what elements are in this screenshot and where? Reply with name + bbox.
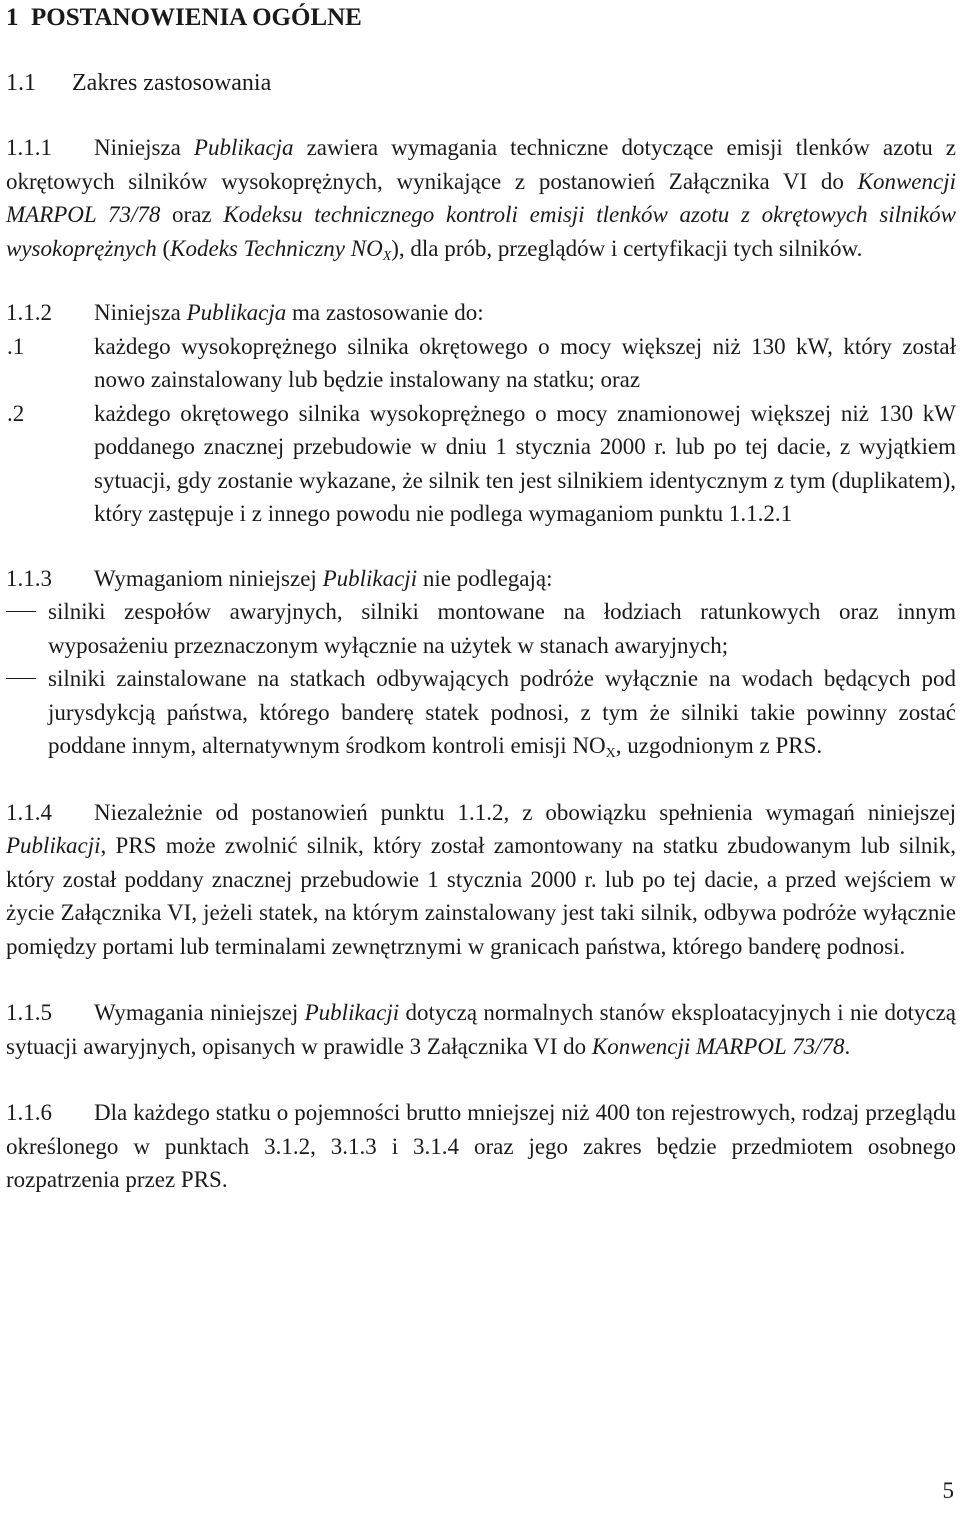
italic-text-run: Publikacji	[322, 565, 418, 591]
italic-text-run: Publikacji	[6, 833, 101, 858]
chapter-heading	[6, 0, 956, 35]
chapter-number: 1	[6, 4, 19, 31]
paragraph-number: 1.1.6	[6, 1100, 52, 1125]
text-run: (	[156, 235, 171, 261]
italic-text-run: Kodeksu technicznego kontroli emisji tlenków azotu z okrętowych silników wysokoprężnych	[6, 202, 956, 261]
italic-text-run: Publikacji	[304, 1000, 400, 1025]
paragraph-1-1-4	[6, 796, 956, 964]
dash-list-item	[6, 662, 956, 763]
page-number: 5	[942, 1478, 954, 1503]
list-item-text	[48, 662, 956, 763]
italic-text-run: Kodeks Techniczny NO	[170, 235, 383, 261]
list-item	[6, 330, 956, 397]
text-run: nie podlegają:	[417, 565, 553, 591]
list-marker: .1	[7, 333, 25, 359]
italic-text-run: Publikacja	[193, 135, 294, 160]
subscript-text: X	[382, 248, 392, 264]
paragraph-number: 1.1.4	[6, 799, 52, 825]
text-run: Niezależnie od postanowień punktu 1.1.2, z obowiązku spełnienia wymagań niniejszej	[94, 799, 956, 825]
paragraph-1-1-1	[6, 131, 956, 265]
paragraph-1-1-5	[6, 996, 956, 1063]
dash-list-item	[6, 595, 956, 662]
paragraph-number: 1.1.1	[6, 135, 52, 160]
paragraph-1-1-3	[6, 562, 956, 763]
dash-marker	[6, 662, 48, 763]
subscript-text: X	[605, 746, 616, 761]
text-run: Dla każdego statku o pojemności brutto mniejszej niż 400 ton rejestrowych, rodzaj przeglądu określonego w punktach 3.1.2, 3.1.3 i 3.1.4 oraz jego zakres będzie przedmiotem osobnego rozpatrzenia przez PRS.	[6, 1100, 956, 1192]
paragraph-number: 1.1.3	[6, 565, 52, 591]
text-run: oraz	[160, 202, 224, 227]
italic-text-run: Publikacja	[186, 300, 287, 325]
chapter-title: POSTANOWIENIA OGÓLNE	[31, 4, 362, 31]
text-run: Niniejsza	[94, 135, 194, 160]
text-run: dotyczą normalnych stanów eksploatacyjnych i nie dotyczą sytuacji awaryjnych, opisanych w prawidle 3 Załącznika VI do	[6, 1000, 956, 1059]
text-run: , PRS może zwolnić silnik, który został zamontowany na statku zbudowanym lub silnik, który został poddany znacznej przebudowie 1 stycznia 2000 r. lub po tej dacie, a przed wejściem w życie Załącznika VI, jeżeli statek, na którym zainstalowany jest taki silnik, odbywa podróże wyłącznie pomiędzy portami lub terminalami zewnętrznymi w granicach państwa, którego banderę podnosi.	[6, 833, 956, 959]
list-marker: .2	[7, 400, 25, 426]
dash-marker	[6, 595, 48, 662]
paragraph-number: 1.1.5	[6, 1000, 52, 1025]
italic-text-run: Konwencji MARPOL 73/78	[6, 168, 956, 227]
text-run: ), dla prób, przeglądów i certyfikacji tych silników.	[391, 235, 863, 261]
text-run: ma zastosowanie do:	[286, 300, 484, 325]
section-title: Zakres zastosowania	[72, 70, 272, 96]
paragraph-1-1-6	[6, 1096, 956, 1197]
text-run: zawiera wymagania techniczne dotyczące emisji tlenków azotu z okrętowych silników wysokoprężnych, wynikające z postanowień Załącznika VI do	[6, 135, 956, 194]
section-heading	[6, 66, 956, 100]
text-run: .	[844, 1033, 851, 1059]
text-run: silniki zainstalowane na statkach odbywających podróże wyłącznie na wodach będących pod jurysdykcją państwa, którego banderę statek podnosi, z tym że silniki takie powinny zostać poddane innym, alternatywnym środkom kontroli emisji NO	[48, 666, 956, 758]
italic-text-run: Konwencji MARPOL 73/78	[591, 1033, 845, 1059]
list-item	[6, 397, 956, 531]
list-item-text: każdego okrętowego silnika wysokoprężnego o mocy znamionowej większej niż 130 kW poddanego znacznej przebudowie w dniu 1 stycznia 2000 r. lub po tej dacie, z wyjątkiem sytuacji, gdy zostanie wykazane, że silnik ten jest silnikiem identycznym z tym (duplikatem), który zastępuje i z innego powodu nie podlega wymaganiom punktu 1.1.2.1	[94, 400, 956, 526]
list-item-text: każdego wysokoprężnego silnika okrętowego o mocy większej niż 130 kW, który został nowo zainstalowany lub będzie instalowany na statku; oraz	[94, 333, 956, 392]
text-run: , uzgodnionym z PRS.	[615, 733, 823, 758]
text-run: Wymagania niniejszej	[94, 1000, 305, 1025]
text-run: Wymaganiom niniejszej	[94, 565, 323, 591]
list-item-text: silniki zespołów awaryjnych, silniki montowane na łodziach ratunkowych oraz innym wyposażeniu przeznaczonym wyłącznie na użytek w stanach awaryjnych;	[48, 599, 956, 658]
paragraph-number: 1.1.2	[6, 300, 52, 325]
text-run: Niniejsza	[94, 300, 187, 325]
section-number: 1.1	[6, 70, 36, 96]
paragraph-1-1-2	[6, 296, 956, 531]
